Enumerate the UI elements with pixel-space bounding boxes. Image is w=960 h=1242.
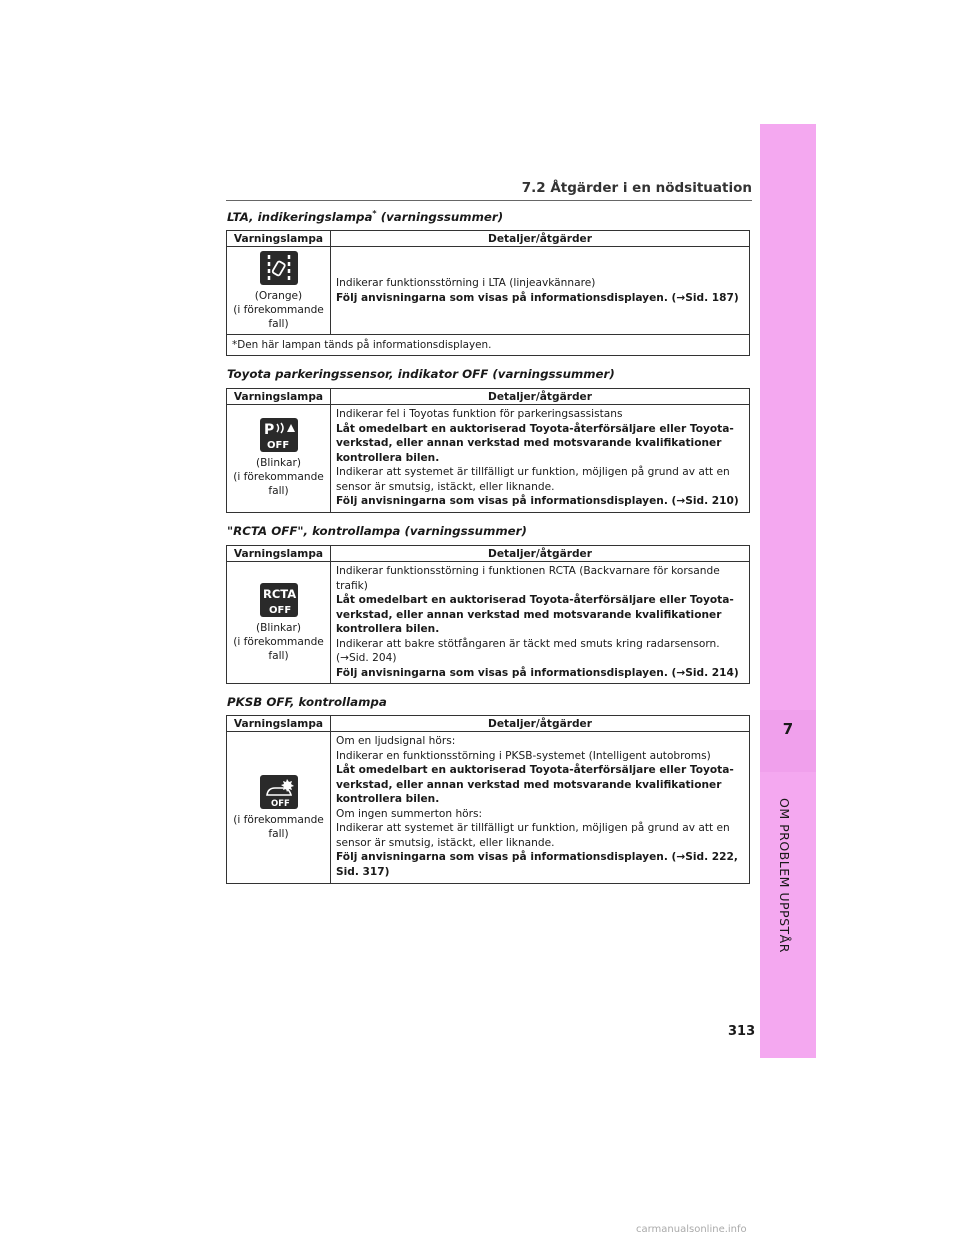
footnote: *Den här lampan tänds på informationsdisplayen. xyxy=(227,335,750,356)
col-header-details: Detaljer/åtgärder xyxy=(331,716,750,732)
table-header-row xyxy=(227,546,750,562)
watermark: carmanualsonline.info xyxy=(636,1224,747,1235)
table-header-row xyxy=(227,231,750,247)
details-cell: Indikerar fel i Toyotas funktion för parkeringsassistans Låt omedelbart en auktoriserad Toyota-återförsäljare eller Toyota-verkstad, eller annan verkstad med motsvarande kvalifikationer kontrollera bilen. Indikerar att systemet är tillfälligt ur funktion, möjligen på grund av att en sensor är smutsig, istäckt, eller liknande. Följ anvisningarna som visas på informationsdisplayen. (→Sid. 210) xyxy=(331,405,750,513)
lta-lane-icon xyxy=(260,251,298,285)
svg-text:RCTA: RCTA xyxy=(262,586,296,601)
chapter-number: 7 xyxy=(760,710,816,772)
table-header-row xyxy=(227,389,750,405)
page-number: 313 xyxy=(728,1024,756,1039)
lamp-cell: (Orange) (i förekommande fall) xyxy=(227,251,330,331)
col-header-lamp: Varningslampa xyxy=(227,389,331,405)
lta-table xyxy=(226,230,750,356)
svg-text:P: P xyxy=(263,422,274,439)
rcta-table xyxy=(226,545,750,684)
col-header-details: Detaljer/åtgärder xyxy=(331,389,750,405)
col-header-details: Detaljer/åtgärder xyxy=(331,231,750,247)
svg-text:OFF: OFF xyxy=(270,798,290,809)
svg-text:OFF: OFF xyxy=(268,604,291,616)
table-row xyxy=(227,562,750,684)
table-row xyxy=(227,405,750,513)
table-row xyxy=(227,247,750,335)
section-title-pksb: PKSB OFF, kontrollampa xyxy=(227,695,387,709)
section-title-lta: LTA, indikeringslampa* (varningssummer) xyxy=(227,209,504,224)
col-header-lamp: Varningslampa xyxy=(227,546,331,562)
table-row xyxy=(227,732,750,884)
header-divider xyxy=(226,200,752,201)
chapter-label: OM PROBLEM UPPSTÅR xyxy=(777,798,792,953)
col-header-details: Detaljer/åtgärder xyxy=(331,546,750,562)
details-cell: Indikerar funktionsstörning i funktionen RCTA (Backvarnare för korsande trafik) Låt omedelbart en auktoriserad Toyota-återförsäljare eller Toyota-verkstad, eller annan verkstad med motsvarande kvalifikationer kontrollera bilen. Indikerar att bakre stötfångaren är täckt med smuts kring radarsensorn. (→Sid. 204) Följ anvisningarna som visas på informationsdisplayen. (→Sid. 214) xyxy=(331,562,750,684)
parking-sensor-table xyxy=(226,388,750,513)
pksb-off-icon xyxy=(260,775,298,809)
table-header-row xyxy=(227,716,750,732)
section-title-rcta: "RCTA OFF", kontrollampa (varningssummer) xyxy=(227,524,527,538)
rcta-off-icon xyxy=(260,583,298,617)
page-header-title: 7.2 Åtgärder i en nödsituation xyxy=(521,180,752,196)
section-title-parking-sensor: Toyota parkeringssensor, indikator OFF (varningssummer) xyxy=(227,367,615,381)
lamp-cell: P OFF (Blinkar) (i förekommande fall) xyxy=(227,418,330,498)
details-cell: Om en ljudsignal hörs: Indikerar en funktionsstörning i PKSB-systemet (Intelligent autobroms) Låt omedelbart en auktoriserad Toyota-återförsäljare eller Toyota-verkstad, eller annan verkstad med motsvarande kvalifikationer kontrollera bilen. Om ingen summerton hörs: Indikerar att systemet är tillfälligt ur funktion, möjligen på grund av att en sensor är smutsig, istäckt, eller liknande. Följ anvisningarna som visas på informationsdisplayen. (→Sid. 222, Sid. 317) xyxy=(331,732,750,884)
parking-sensor-off-icon xyxy=(260,418,298,452)
details-cell: Indikerar funktionsstörning i LTA (linjeavkännare) Följ anvisningarna som visas på informationsdisplayen. (→Sid. 187) xyxy=(331,247,750,335)
lamp-cell: RCTA OFF (Blinkar) (i förekommande fall) xyxy=(227,583,330,663)
pksb-table xyxy=(226,715,750,884)
col-header-lamp: Varningslampa xyxy=(227,231,331,247)
lamp-cell: OFF (i förekommande fall) xyxy=(227,775,330,841)
table-footnote-row xyxy=(227,335,750,356)
col-header-lamp: Varningslampa xyxy=(227,716,331,732)
svg-text:OFF: OFF xyxy=(266,440,289,452)
